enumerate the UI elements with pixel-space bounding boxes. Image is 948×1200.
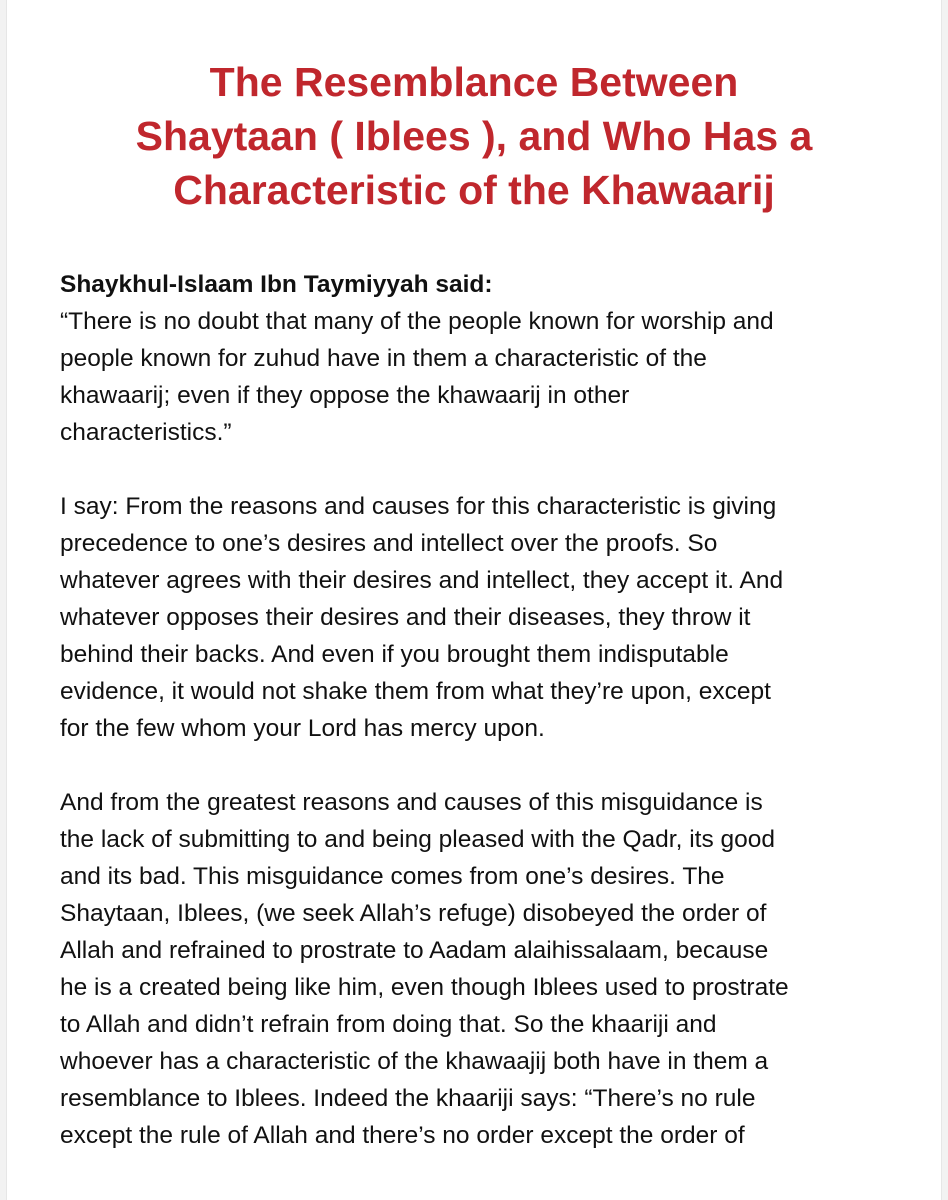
paragraph-line: to Allah and didn’t refrain from doing that. So the khaariji and — [60, 1011, 717, 1038]
title-line: The Resemblance Between — [209, 59, 739, 105]
paragraph-1 — [60, 488, 920, 747]
quote-line: people known for zuhud have in them a characteristic of the — [60, 345, 707, 372]
quote-line: khawaarij; even if they oppose the khawaarij in other — [60, 382, 630, 409]
paragraph-line: Shaytaan, Iblees, (we seek Allah’s refuge) disobeyed the order of — [60, 900, 767, 927]
paragraph-line: whatever agrees with their desires and intellect, they accept it. And — [60, 567, 784, 594]
paragraph-line: and its bad. This misguidance comes from one’s desires. The — [60, 863, 725, 890]
quote-block — [60, 266, 920, 451]
quote-line: “There is no doubt that many of the people known for worship and — [60, 308, 774, 335]
paragraph-line: I say: From the reasons and causes for this characteristic is giving — [60, 493, 777, 520]
quote-attribution: Shaykhul-Islaam Ibn Taymiyyah said: — [60, 271, 493, 298]
title-line: Characteristic of the Khawaarij — [173, 167, 775, 213]
paragraph-2 — [60, 784, 920, 1154]
paragraph-line: he is a created being like him, even though Iblees used to prostrate — [60, 974, 789, 1001]
paragraph-line: for the few whom your Lord has mercy upon. — [60, 715, 545, 742]
paragraph-line: evidence, it would not shake them from what they’re upon, except — [60, 678, 771, 705]
paragraph-line: whoever has a characteristic of the khawaajij both have in them a — [60, 1048, 769, 1075]
paragraph-line: behind their backs. And even if you brought them indisputable — [60, 641, 729, 668]
paragraph-line: except the rule of Allah and there’s no order except the order of — [60, 1122, 745, 1149]
paragraph-line: precedence to one’s desires and intellect over the proofs. So — [60, 530, 718, 557]
document-body — [60, 266, 920, 1154]
document-page — [7, 0, 941, 1200]
paragraph-spacer — [60, 747, 920, 784]
document-title — [7, 55, 941, 217]
paragraph-line: whatever opposes their desires and their diseases, they throw it — [60, 604, 751, 631]
paragraph-spacer — [60, 451, 920, 488]
paragraph-line: resemblance to Iblees. Indeed the khaariji says: “There’s no rule — [60, 1085, 756, 1112]
title-line: Shaytaan ( Iblees ), and Who Has a — [135, 113, 813, 159]
paragraph-line: the lack of submitting to and being pleased with the Qadr, its good — [60, 826, 776, 853]
quote-line: characteristics.” — [60, 419, 232, 446]
paragraph-line: And from the greatest reasons and causes of this misguidance is — [60, 789, 763, 816]
paragraph-line: Allah and refrained to prostrate to Aadam alaihissalaam, because — [60, 937, 769, 964]
